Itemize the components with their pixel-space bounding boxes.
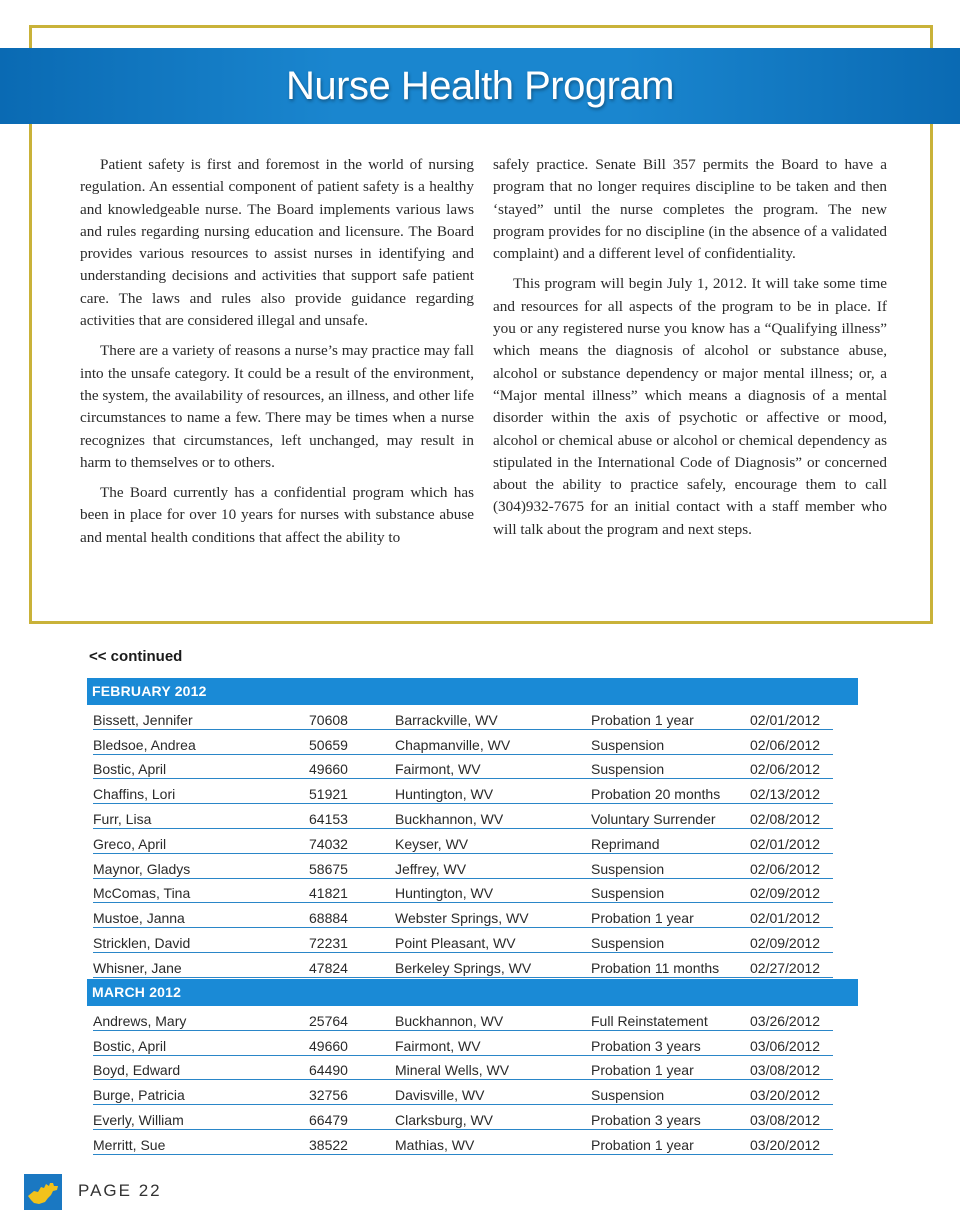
license-number: 49660	[309, 1037, 348, 1054]
west-virginia-icon	[24, 1174, 62, 1210]
nurse-name: Bledsoe, Andrea	[93, 736, 196, 753]
action-date: 02/13/2012	[750, 786, 821, 803]
table-row	[93, 854, 833, 879]
license-number: 64153	[309, 810, 348, 827]
action-date: 02/01/2012	[750, 835, 821, 852]
article-left-column	[80, 154, 474, 557]
board-action: Probation 1 year	[591, 910, 694, 927]
license-number: 51921	[309, 786, 348, 803]
board-action: Probation 20 months	[591, 786, 721, 803]
action-date: 03/20/2012	[750, 1087, 821, 1104]
action-date: 03/20/2012	[750, 1136, 821, 1153]
city: Mineral Wells, WV	[395, 1062, 510, 1079]
continued-label: << continued	[89, 648, 183, 665]
board-action: Probation 1 year	[591, 1062, 694, 1079]
license-number: 41821	[309, 885, 348, 902]
nurse-name: Maynor, Gladys	[93, 860, 191, 877]
city: Fairmont, WV	[395, 1037, 481, 1054]
license-number: 47824	[309, 959, 348, 976]
nurse-name: Everly, William	[93, 1111, 184, 1128]
table-row	[93, 705, 833, 730]
action-date: 02/06/2012	[750, 761, 821, 778]
board-action: Voluntary Surrender	[591, 810, 716, 827]
table-row	[93, 804, 833, 829]
license-number: 50659	[309, 736, 348, 753]
table-row	[93, 953, 833, 978]
action-date: 02/01/2012	[750, 910, 821, 927]
march-section	[87, 979, 858, 1155]
title-banner	[0, 48, 960, 124]
city: Mathias, WV	[395, 1136, 475, 1153]
action-date: 02/06/2012	[750, 860, 821, 877]
board-action: Suspension	[591, 885, 665, 902]
license-number: 66479	[309, 1111, 348, 1128]
nurse-name: Burge, Patricia	[93, 1087, 185, 1104]
nurse-name: Merritt, Sue	[93, 1136, 166, 1153]
table-row	[93, 1130, 833, 1155]
article-paragraph: The Board currently has a confidential program which has been in place for over 10 years for nurses with substance abuse and mental health conditions that affect the ability to	[80, 484, 474, 546]
article-paragraph: safely practice. Senate Bill 357 permits the Board to have a program that no longer requires discipline to be taken and then ‘stayed” until the nurse completes the program. The new program provides for no discipline (in the absence of a validated complaint) and a different level of confidentiality.	[493, 156, 887, 263]
license-number: 58675	[309, 860, 348, 877]
city: Buckhannon, WV	[395, 810, 504, 827]
board-action: Probation 1 year	[591, 711, 694, 728]
table-row	[93, 928, 833, 953]
board-action: Probation 11 months	[591, 959, 720, 976]
nurse-name: Andrews, Mary	[93, 1012, 187, 1029]
city: Point Pleasant, WV	[395, 934, 516, 951]
nurse-name: Whisner, Jane	[93, 959, 182, 976]
nurse-name: Bostic, April	[93, 761, 167, 778]
city: Berkeley Springs, WV	[395, 959, 532, 976]
license-number: 70608	[309, 711, 348, 728]
table-row	[93, 829, 833, 854]
action-date: 02/06/2012	[750, 736, 821, 753]
action-date: 02/01/2012	[750, 711, 821, 728]
license-number: 74032	[309, 835, 348, 852]
nurse-name: Bissett, Jennifer	[93, 711, 193, 728]
action-date: 02/27/2012	[750, 959, 821, 976]
action-date: 03/26/2012	[750, 1012, 821, 1029]
city: Fairmont, WV	[395, 761, 481, 778]
city: Keyser, WV	[395, 835, 469, 852]
table-row	[93, 730, 833, 755]
board-action: Probation 1 year	[591, 1136, 694, 1153]
disciplinary-list	[93, 705, 833, 978]
board-action: Suspension	[591, 736, 665, 753]
table-row	[93, 1056, 833, 1081]
city: Huntington, WV	[395, 885, 494, 902]
action-date: 02/09/2012	[750, 885, 821, 902]
page-number: PAGE 22	[78, 1181, 162, 1200]
nurse-name: Bostic, April	[93, 1037, 167, 1054]
board-action: Full Reinstatement	[591, 1012, 708, 1029]
action-date: 03/08/2012	[750, 1111, 821, 1128]
board-action: Suspension	[591, 860, 665, 877]
board-action: Reprimand	[591, 835, 660, 852]
city: Webster Springs, WV	[395, 910, 529, 927]
article-paragraph: This program will begin July 1, 2012. It will take some time and resources for all aspects of the program to be in place. If you or any registered nurse you know has a “Qualifying illness” which means the diagnosis of alcohol or substance abuse, alcohol or substance dependency or major mental illness; or, a “Major mental illness” which means a diagnosis of a mental disorder within the axis of psychotic or affective or mood, alcohol or chemical abuse or alcohol or chemical dependency as stipulated in the International Code of Diagnosis” or concerned about the ability to practice safely, encourage them to call (304)932-7675 for an initial contact with a staff member who will talk about the program and next steps.	[493, 275, 887, 538]
city: Davisville, WV	[395, 1087, 485, 1104]
table-row	[93, 903, 833, 928]
action-date: 02/09/2012	[750, 934, 821, 951]
city: Clarksburg, WV	[395, 1111, 494, 1128]
table-row	[93, 779, 833, 804]
city: Chapmanville, WV	[395, 736, 511, 753]
license-number: 25764	[309, 1012, 348, 1029]
nurse-name: Stricklen, David	[93, 934, 191, 951]
board-action: Probation 3 years	[591, 1037, 701, 1054]
nurse-name: Mustoe, Janna	[93, 910, 185, 927]
month-heading: FEBRUARY 2012	[87, 678, 858, 705]
action-date: 02/08/2012	[750, 810, 821, 827]
february-section	[87, 678, 858, 978]
board-action: Probation 3 years	[591, 1111, 701, 1128]
license-number: 38522	[309, 1136, 348, 1153]
license-number: 64490	[309, 1062, 348, 1079]
city: Huntington, WV	[395, 786, 494, 803]
city: Barrackville, WV	[395, 711, 498, 728]
board-action: Suspension	[591, 1087, 665, 1104]
page-title: Nurse Health Program	[286, 63, 674, 108]
table-row	[93, 1031, 833, 1056]
table-row	[93, 1006, 833, 1031]
nurse-name: Greco, April	[93, 835, 167, 852]
disciplinary-list	[93, 1006, 833, 1155]
article-right-column	[493, 154, 887, 549]
board-action: Suspension	[591, 934, 665, 951]
table-row	[93, 879, 833, 904]
action-date: 03/06/2012	[750, 1037, 821, 1054]
city: Jeffrey, WV	[395, 860, 467, 877]
table-row	[93, 1080, 833, 1105]
city: Buckhannon, WV	[395, 1012, 504, 1029]
board-action: Suspension	[591, 761, 665, 778]
nurse-name: Boyd, Edward	[93, 1062, 181, 1079]
month-heading: MARCH 2012	[87, 979, 858, 1006]
article-paragraph: There are a variety of reasons a nurse’s may practice may fall into the unsafe category. It could be a result of the environment, the system, the availability of resources, an illness, and other life circumstances to name a few. There may be times when a nurse recognizes that circumstances, left unchanged, may result in harm to themselves or to others.	[80, 342, 474, 471]
article-paragraph: Patient safety is first and foremost in the world of nursing regulation. An essential component of patient safety is a healthy and knowledgeable nurse. The Board implements various laws and rules regarding nursing education and licensure. The Board provides various resources to assist nurses in identifying and understanding decisions and activities that support safe patient care. The laws and rules also provide guidance regarding activities that are considered illegal and unsafe.	[80, 156, 474, 330]
license-number: 72231	[309, 934, 348, 951]
nurse-name: Chaffins, Lori	[93, 786, 176, 803]
action-date: 03/08/2012	[750, 1062, 821, 1079]
license-number: 32756	[309, 1087, 348, 1104]
license-number: 68884	[309, 910, 348, 927]
table-row	[93, 755, 833, 780]
nurse-name: McComas, Tina	[93, 885, 191, 902]
nurse-name: Furr, Lisa	[93, 810, 152, 827]
table-row	[93, 1105, 833, 1130]
license-number: 49660	[309, 761, 348, 778]
